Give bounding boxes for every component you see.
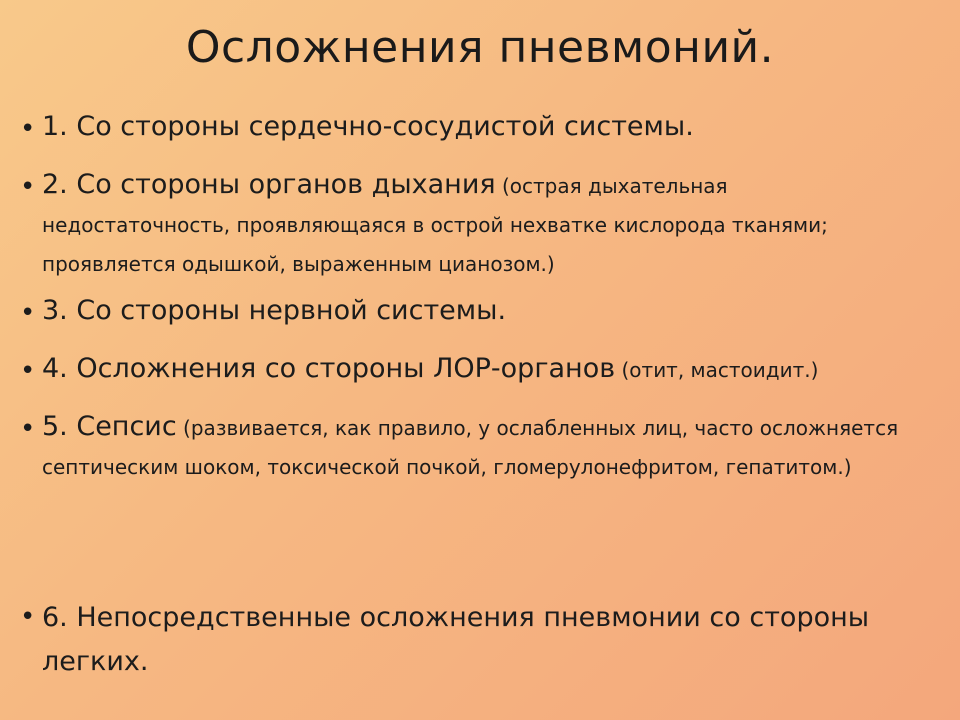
bullet-icon: • xyxy=(20,298,36,328)
item-main-text: 5. Сепсис xyxy=(42,411,177,442)
list-item-3 xyxy=(20,292,920,330)
item-main-text: 1. Со стороны сердечно-сосудистой системы. xyxy=(42,111,694,142)
list-item-5 xyxy=(20,408,920,486)
list-item-6 xyxy=(20,596,920,684)
bullet-icon: • xyxy=(20,114,36,144)
slide-title: Осложнения пневмоний. xyxy=(185,22,775,73)
item-note-text: (острая дыхательная недостаточность, проявляющаяся в острой нехватке кислорода тканями; проявляется одышкой, выраженным цианозом.) xyxy=(42,174,828,276)
list-item-4 xyxy=(20,350,920,389)
list-item-1 xyxy=(20,108,920,146)
item-note-text: (развивается, как правило, у ослабленных лиц, часто осложняется септическим шоком, токсической почкой, гломерулонефритом, гепатитом.) xyxy=(42,416,899,479)
bullet-icon: • xyxy=(20,414,36,444)
bullet-icon: • xyxy=(20,602,36,632)
bullet-icon: • xyxy=(20,356,36,386)
item-main-text: 4. Осложнения со стороны ЛОР-органов xyxy=(42,353,616,384)
bullet-icon: • xyxy=(20,172,36,202)
item-main-text: 2. Со стороны органов дыхания xyxy=(42,169,496,200)
list-item-2 xyxy=(20,166,920,283)
item-main-text: 3. Со стороны нервной системы. xyxy=(42,295,507,326)
item-main-text: 6. Непосредственные осложнения пневмонии со стороны легких. xyxy=(42,602,870,677)
item-note-text: (отит, мастоидит.) xyxy=(615,358,819,382)
